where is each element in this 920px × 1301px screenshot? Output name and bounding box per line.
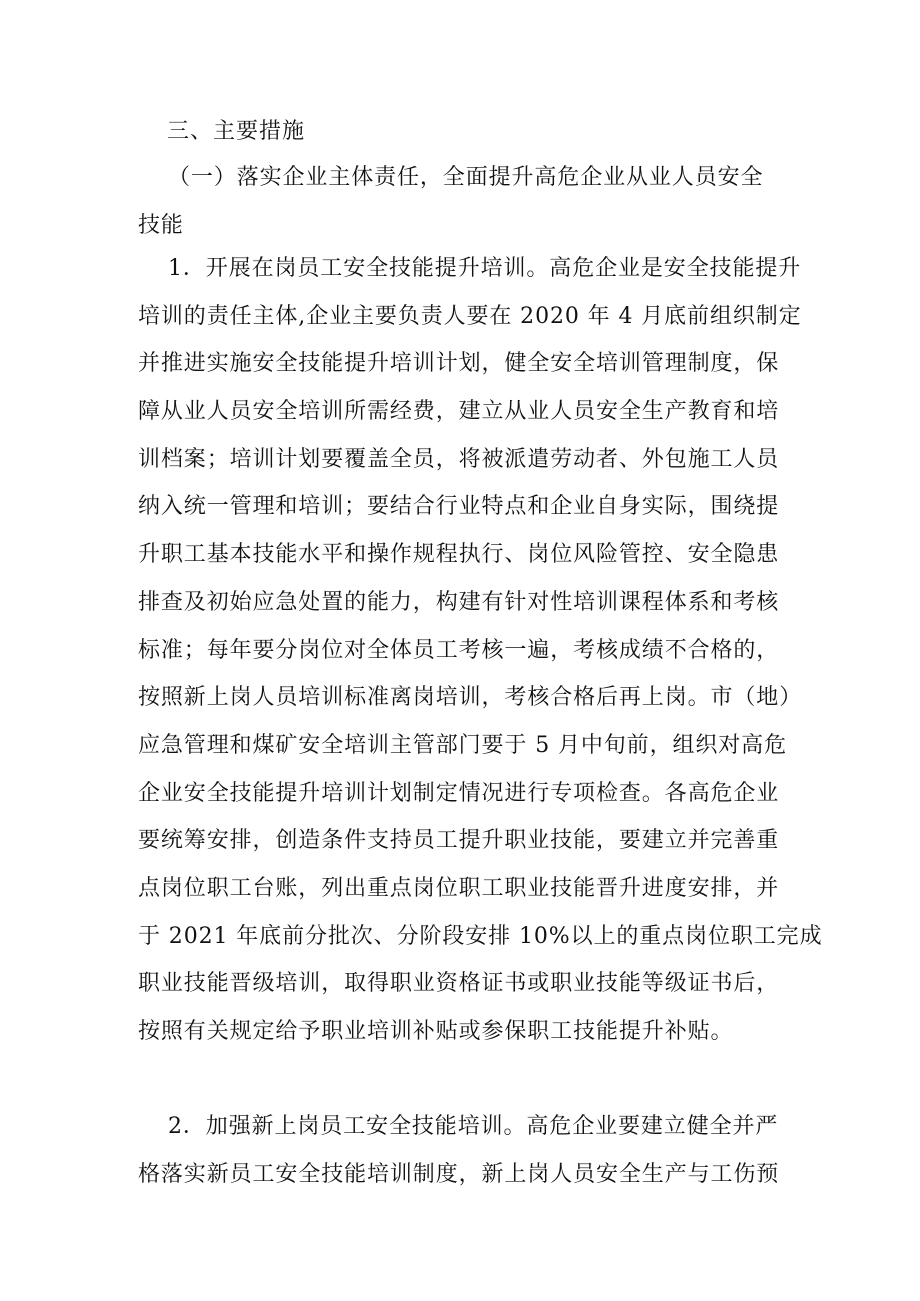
- text-line: 并推进实施安全技能提升培训计划，健全安全培训管理制度，保: [138, 351, 780, 377]
- text-line: 企业安全技能提升培训计划制定情况进行专项检查。各高危企业: [138, 780, 780, 806]
- text-line: 职业技能晋级培训，取得职业资格证书或职业技能等级证书后，: [138, 971, 780, 997]
- text-line: （一）落实企业主体责任，全面提升高危企业从业人员安全: [168, 165, 764, 190]
- section-heading: 三、主要措施: [167, 119, 306, 144]
- text-line: 2．加强新上岗员工安全技能培训。高危企业要建立健全并严: [168, 1114, 779, 1139]
- text-line: 按照新上岗人员培训标准离岗培训，考核合格后再上岗。市（地）: [138, 685, 803, 711]
- text-line: 技能: [138, 212, 184, 238]
- text-line: 要统筹安排，创造条件支持员工提升职业技能，要建立并完善重: [138, 828, 780, 854]
- text-line: 于 2021 年底前分批次、分阶段安排 10%以上的重点岗位职工完成: [138, 923, 823, 949]
- paragraph-2: [138, 1103, 798, 1198]
- text-line: 培训的责任主体,企业主要负责人要在 2020 年 4 月底前组织制定: [138, 303, 802, 329]
- subsection-heading: [138, 154, 798, 249]
- text-line: 排查及初始应急处置的能力，构建有针对性培训课程体系和考核: [138, 589, 780, 615]
- text-line: 障从业人员安全培训所需经费，建立从业人员安全生产教育和培: [138, 399, 780, 425]
- text-line: 应急管理和煤矿安全培训主管部门要于 5 月中旬前，组织对高危: [138, 732, 787, 758]
- text-line: 格落实新员工安全技能培训制度，新上岗人员安全生产与工伤预: [138, 1161, 780, 1187]
- text-line: 按照有关规定给予职业培训补贴或参保职工技能提升补贴。: [138, 1019, 734, 1044]
- text-line: 点岗位职工台账，列出重点岗位职工职业技能晋升进度安排，并: [138, 875, 780, 901]
- text-line: 纳入统一管理和培训；要结合行业特点和企业自身实际，围绕提: [138, 494, 780, 520]
- text-line: 标准；每年要分岗位对全体员工考核一遍，考核成绩不合格的，: [138, 637, 780, 663]
- text-line: 1．开展在岗员工安全技能提升培训。高危企业是安全技能提升: [168, 256, 802, 281]
- text-line: 训档案；培训计划要覆盖全员，将被派遣劳动者、外包施工人员: [138, 446, 780, 472]
- text-line: 升职工基本技能水平和操作规程执行、岗位风险管控、安全隐患: [138, 542, 780, 568]
- paragraph-1: [138, 245, 823, 1056]
